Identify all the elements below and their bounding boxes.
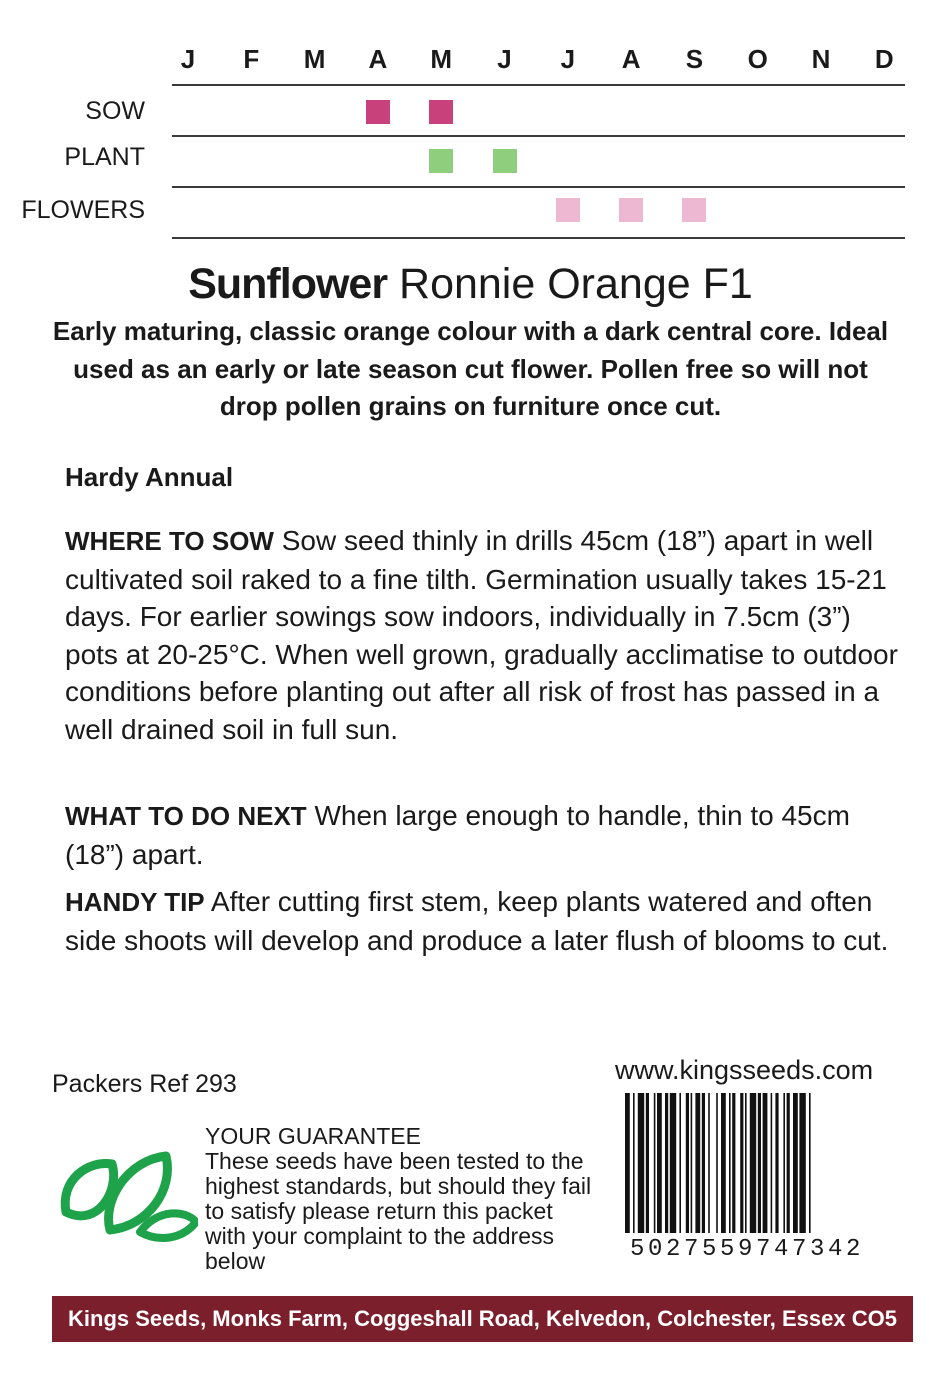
guarantee-heading: YOUR GUARANTEE: [205, 1123, 421, 1149]
barcode: [623, 1093, 915, 1233]
what-to-do-next-heading: WHAT TO DO NEXT: [65, 801, 307, 831]
where-to-sow-text: Sow seed thinly in drills 45cm (18”) apart in well cultivated soil raked to a fine tilth. Germination usually takes 15-21 days. For earlier sowings sow indoors, individually in 7.5cm (3”) pots at 20-25°C. When well grown, gradually acclimatise to outdoor conditions before planting out after all risk of frost has passed in a well drained soil in full sun.: [65, 525, 898, 745]
month-label: A: [368, 44, 388, 74]
month-label: J: [560, 44, 576, 74]
calendar-divider: [172, 135, 905, 137]
calendar-divider: [172, 237, 905, 239]
leaf-logo-icon: [58, 1150, 198, 1245]
barcode-bar: [793, 1093, 798, 1233]
row-label-plant: PLANT: [64, 143, 145, 171]
barcode-bar: [783, 1093, 785, 1233]
barcode-bar: [679, 1093, 681, 1233]
month-label: J: [497, 44, 512, 74]
barcode-bar: [646, 1093, 649, 1233]
address-footer: Kings Seeds, Monks Farm, Coggeshall Road, Kelvedon, Colchester, Essex CO5 9PG: [52, 1296, 913, 1342]
month-label: D: [874, 44, 894, 74]
barcode-bar: [750, 1093, 756, 1233]
barcode-bar: [657, 1093, 662, 1233]
barcode-bar: [695, 1093, 700, 1233]
barcode-bar: [638, 1093, 644, 1233]
calendar-cell-flowers: [682, 198, 706, 222]
barcode-bar: [763, 1093, 768, 1233]
calendar-divider: [172, 84, 905, 86]
barcode-bar: [758, 1093, 761, 1233]
handy-tip-text: After cutting first stem, keep plants watered and often side shoots will develop and produce a later flush of blooms to cut.: [65, 886, 889, 956]
barcode-bar: [729, 1093, 731, 1233]
website-url: www.kingsseeds.com: [615, 1055, 874, 1085]
month-label: S: [685, 44, 704, 74]
barcode-bar: [732, 1093, 735, 1233]
barcode-bar: [665, 1093, 668, 1233]
month-label: O: [747, 44, 768, 74]
calendar-cell-plant: [493, 149, 517, 173]
packers-ref: Packers Ref 293: [52, 1070, 237, 1098]
month-label: M: [430, 44, 453, 74]
month-label: A: [621, 44, 641, 74]
what-to-do-next-text: When large enough to handle, thin to 45cm (18”) apart.: [65, 800, 850, 870]
barcode-bar: [771, 1093, 773, 1233]
where-to-sow-section: [65, 522, 910, 748]
barcode-bar: [633, 1093, 635, 1233]
calendar-cell-sow: [429, 100, 453, 124]
barcode-bar: [625, 1093, 630, 1233]
calendar-cell-flowers: [556, 198, 580, 222]
barcode-bar: [721, 1093, 726, 1233]
barcode-bar: [702, 1093, 705, 1233]
guarantee-text: These seeds have been tested to the highest standards, but should they fail to satisfy please return this packet with your complaint to the address below: [205, 1148, 592, 1274]
month-label: J: [180, 44, 196, 74]
barcode-bar: [654, 1093, 656, 1233]
barcode-bar: [691, 1093, 693, 1233]
barcode-bar: [670, 1093, 676, 1233]
product-variety: Ronnie Orange F1: [387, 260, 753, 308]
handy-tip-section: [65, 883, 910, 959]
guarantee-block: [205, 1124, 595, 1274]
handy-tip-heading: HANDY TIP: [65, 887, 205, 917]
calendar-cell-sow: [366, 100, 390, 124]
barcode-bar: [799, 1093, 805, 1233]
calendar-cell-plant: [429, 149, 453, 173]
barcode-bar: [740, 1093, 743, 1233]
month-label: M: [303, 44, 326, 74]
month-label: N: [811, 44, 831, 74]
calendar-cell-flowers: [619, 198, 643, 222]
product-name-bold: Sunflower: [188, 260, 388, 308]
what-to-do-next-section: [65, 797, 910, 873]
row-label-flowers: FLOWERS: [21, 196, 145, 224]
plant-type: Hardy Annual: [65, 462, 234, 492]
row-label-sow: SOW: [85, 97, 145, 125]
month-label: F: [243, 44, 260, 74]
barcode-bar: [708, 1093, 710, 1233]
barcode-bar: [686, 1093, 689, 1233]
calendar-divider: [172, 186, 905, 188]
barcode-bar: [716, 1093, 718, 1233]
where-to-sow-heading: WHERE TO SOW: [65, 526, 274, 556]
barcode-bar: [745, 1093, 747, 1233]
barcode-number: 5027559747342: [630, 1236, 865, 1263]
product-title: [0, 260, 941, 309]
barcode-bar: [775, 1093, 778, 1233]
product-description: Early maturing, classic orange colour with a dark central core. Ideal used as an early or late season cut flower. Pollen free so will not drop pollen grains on furniture once cut.: [52, 316, 889, 421]
barcode-bar: [809, 1093, 811, 1233]
barcode-bar: [787, 1093, 790, 1233]
